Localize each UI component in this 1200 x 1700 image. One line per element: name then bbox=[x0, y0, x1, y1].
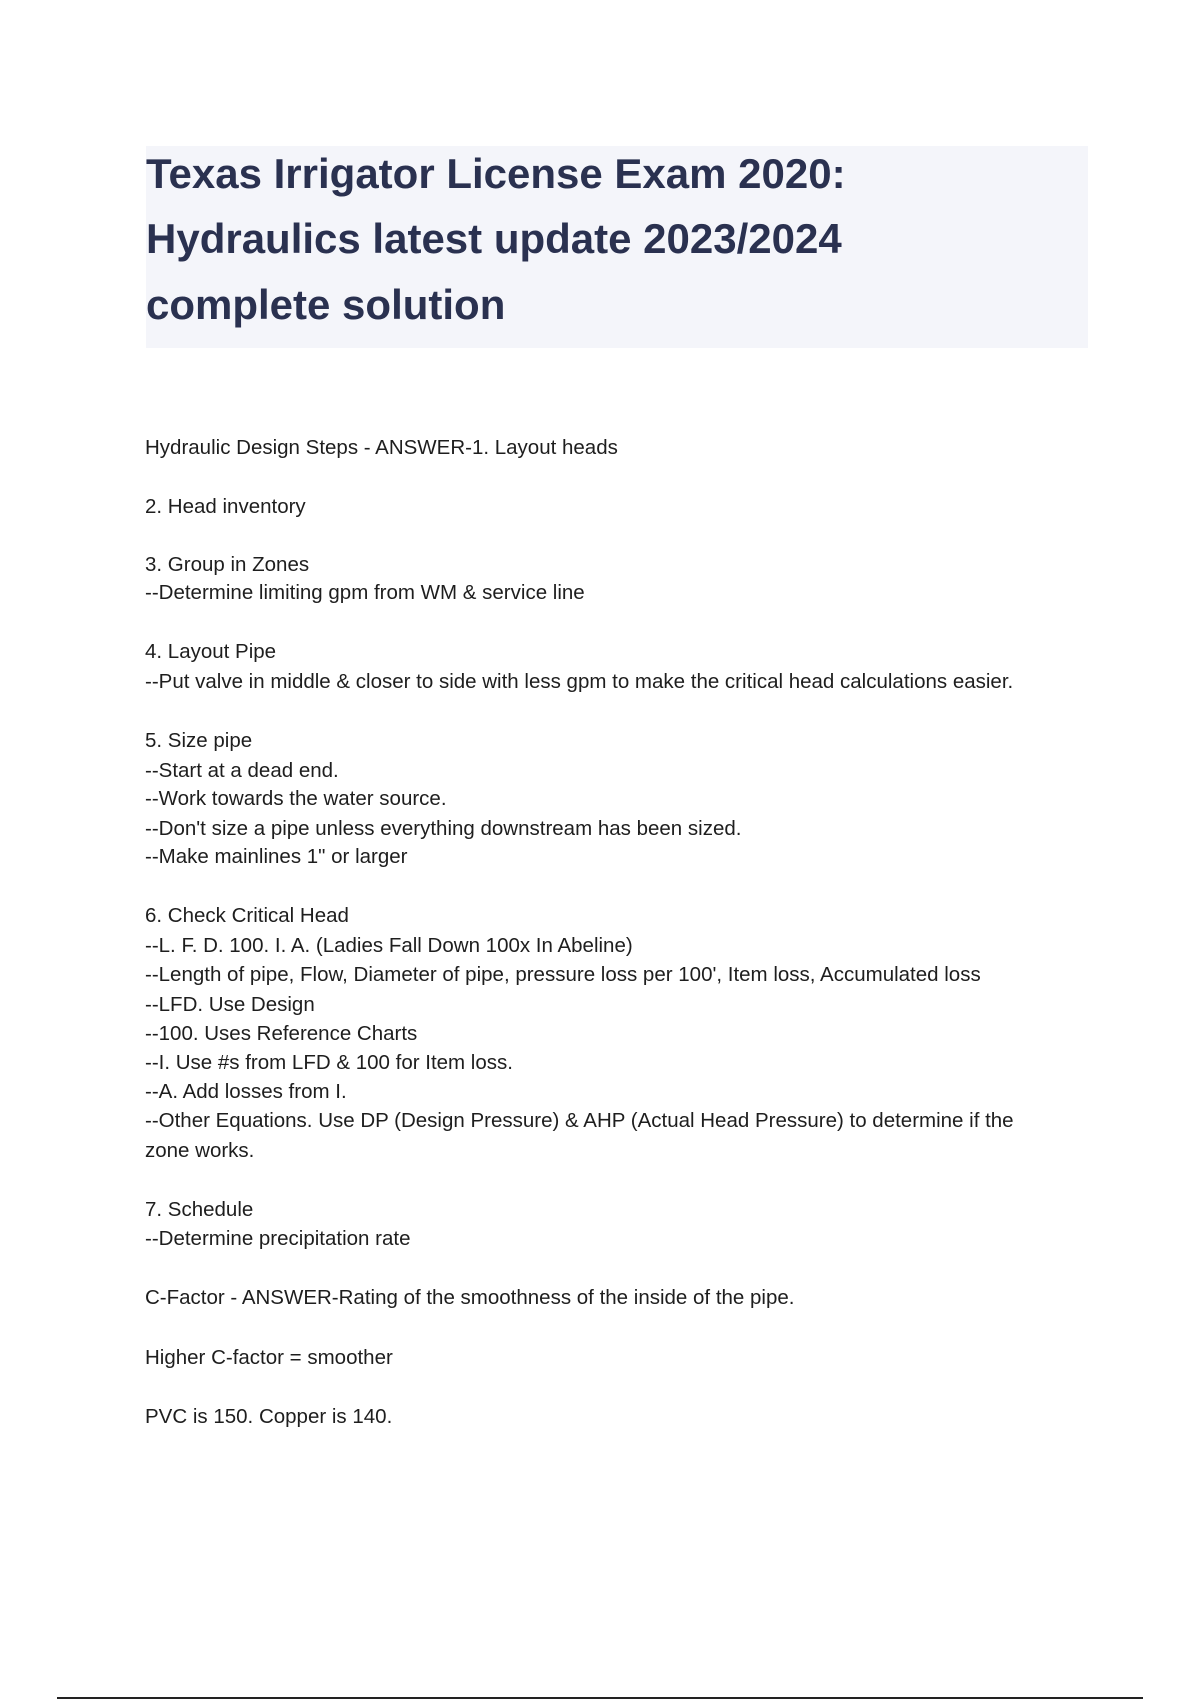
body-line: --Make mainlines 1" or larger bbox=[145, 845, 408, 868]
body-line: --Work towards the water source. bbox=[145, 787, 447, 810]
body-line: --Determine limiting gpm from WM & service line bbox=[145, 581, 585, 604]
body-line: --A. Add losses from I. bbox=[145, 1080, 347, 1103]
title-block bbox=[146, 146, 1088, 348]
body-line: --L. F. D. 100. I. A. (Ladies Fall Down 100x In Abeline) bbox=[145, 934, 633, 957]
body-line: 3. Group in Zones bbox=[145, 553, 310, 576]
title-line: Texas Irrigator License Exam 2020: bbox=[146, 150, 846, 197]
body-line: 5. Size pipe bbox=[145, 729, 253, 752]
body-line: --Put valve in middle & closer to side with less gpm to make the critical head calculations easier. bbox=[145, 670, 1014, 693]
body-line: 4. Layout Pipe bbox=[145, 640, 277, 663]
title-line: complete solution bbox=[146, 281, 506, 328]
question-c-factor: C-Factor - ANSWER-Rating of the smoothness of the inside of the pipe. bbox=[145, 1286, 795, 1309]
body-line: PVC is 150. Copper is 140. bbox=[145, 1405, 393, 1428]
body-line: --LFD. Use Design bbox=[145, 993, 315, 1016]
body-line: 7. Schedule bbox=[145, 1198, 254, 1221]
body-line: --I. Use #s from LFD & 100 for Item loss. bbox=[145, 1051, 513, 1074]
body-line: 6. Check Critical Head bbox=[145, 904, 349, 927]
footer-divider bbox=[57, 1697, 1143, 1699]
body-line: --Don't size a pipe unless everything downstream has been sized. bbox=[145, 817, 742, 840]
body-line: --Other Equations. Use DP (Design Pressure) & AHP (Actual Head Pressure) to determine if the bbox=[145, 1109, 1014, 1132]
body-line: --Start at a dead end. bbox=[145, 759, 339, 782]
body-line: Higher C-factor = smoother bbox=[145, 1346, 393, 1369]
body-line: zone works. bbox=[145, 1139, 255, 1162]
title-line: Hydraulics latest update 2023/2024 bbox=[146, 215, 842, 262]
body-line: --Determine precipitation rate bbox=[145, 1227, 411, 1250]
body-line: 2. Head inventory bbox=[145, 495, 306, 518]
body-line: --Length of pipe, Flow, Diameter of pipe, pressure loss per 100', Item loss, Accumulated loss bbox=[145, 963, 981, 986]
question-hydraulic-design-steps: Hydraulic Design Steps - ANSWER-1. Layout heads bbox=[145, 436, 618, 459]
body-line: --100. Uses Reference Charts bbox=[145, 1022, 418, 1045]
